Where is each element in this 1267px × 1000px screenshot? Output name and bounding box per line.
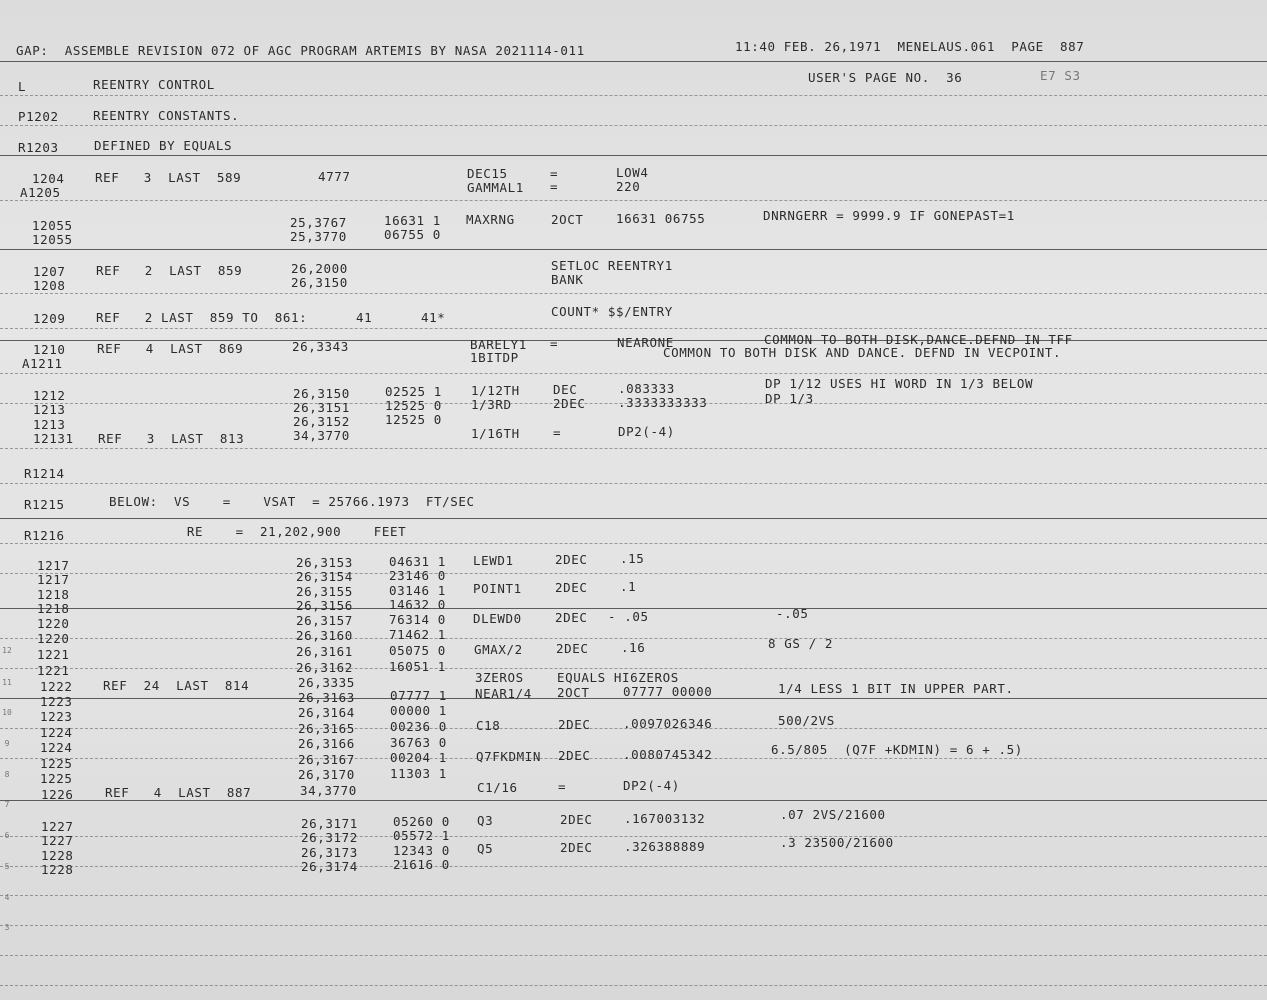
line-number: 1213	[33, 402, 66, 417]
operand: LOW4	[616, 165, 649, 180]
opcode: 2OCT	[557, 685, 590, 700]
line-number: 1221	[37, 647, 70, 662]
operand: .16	[621, 640, 646, 655]
address: 26,3163	[298, 690, 355, 705]
rule	[0, 448, 1267, 449]
opcode: 2DEC	[558, 748, 591, 763]
opcode: 2DEC	[555, 552, 588, 567]
label: POINT1	[473, 581, 522, 596]
comment: DNRNGERR = 9999.9 IF GONEPAST=1	[763, 208, 1015, 223]
operand: 07777 00000	[623, 684, 713, 699]
octal-word: 11303 1	[390, 766, 447, 781]
octal-word: 05572 1	[393, 828, 450, 843]
address: 26,3171	[301, 816, 358, 831]
opcode: DEC	[553, 382, 578, 397]
operand: .15	[620, 551, 645, 566]
header-title: GAP: ASSEMBLE REVISION 072 OF AGC PROGRAM ARTEMIS BY NASA 2021114-011	[16, 43, 585, 58]
comment: 500/2VS	[778, 713, 835, 728]
opcode: 2DEC	[553, 396, 586, 411]
octal-word: 03146 1	[389, 583, 446, 598]
operand: .326388889	[624, 839, 706, 854]
label: C18	[476, 718, 501, 733]
address: 26,3152	[293, 414, 350, 429]
address: 26,3166	[298, 736, 355, 751]
rule	[0, 200, 1267, 201]
address: 26,3161	[296, 644, 353, 659]
line-number: 1226	[41, 787, 74, 802]
line-number: 1220	[37, 616, 70, 631]
label: GAMMAL1	[467, 180, 524, 195]
opcode: SETLOC REENTRY1	[551, 258, 673, 273]
octal-word: 07777 1	[390, 688, 447, 703]
octal-word: 16631 1	[384, 213, 441, 228]
rule	[0, 543, 1267, 544]
operand: .3333333333	[618, 395, 708, 410]
reference: REF 2 LAST 859	[96, 263, 243, 278]
label: 1/3RD	[471, 397, 512, 412]
rule	[0, 125, 1267, 126]
address: 26,3157	[296, 613, 353, 628]
address: 26,2000	[291, 261, 348, 276]
label: C1/16	[477, 780, 518, 795]
header-rule	[0, 61, 1267, 62]
opcode: 2DEC	[555, 580, 588, 595]
address: 26,3155	[296, 584, 353, 599]
label: 1BITDP	[470, 350, 519, 365]
address: 34,3770	[300, 783, 357, 798]
label: MAXRNG	[466, 212, 515, 227]
address: 26,3153	[296, 555, 353, 570]
address: 26,3151	[293, 400, 350, 415]
line-number: L	[18, 79, 27, 94]
line-number: R1215	[24, 497, 65, 512]
address: 26,3170	[298, 767, 355, 782]
listing-text: REENTRY CONSTANTS.	[93, 108, 240, 123]
address: 26,3165	[298, 721, 355, 736]
rule	[0, 293, 1267, 294]
comment: 1/4 LESS 1 BIT IN UPPER PART.	[778, 681, 1014, 696]
operand: .083333	[618, 381, 675, 396]
octal-word: 00000 1	[390, 703, 447, 718]
octal-word: 04631 1	[389, 554, 446, 569]
octal-word: 71462 1	[389, 627, 446, 642]
label: Q7FKDMIN	[476, 749, 542, 764]
address: 26,3167	[298, 752, 355, 767]
rule	[0, 249, 1267, 250]
opcode: COUNT* $$/ENTRY	[551, 304, 673, 319]
opcode: 2DEC	[560, 812, 593, 827]
listing-text: DEFINED BY EQUALS	[94, 138, 233, 153]
line-number: 12055	[32, 218, 73, 233]
margin-mark: 3	[4, 923, 10, 932]
rule	[0, 155, 1267, 156]
comment: DP 1/12 USES HI WORD IN 1/3 BELOW	[765, 376, 1034, 391]
line-number: R1214	[24, 466, 65, 481]
line-number: 1228	[41, 848, 74, 863]
rule	[0, 573, 1267, 574]
line-number: 1213	[33, 417, 66, 432]
margin-mark: 9	[4, 739, 10, 748]
line-number: R1216	[24, 528, 65, 543]
rule	[0, 955, 1267, 956]
opcode: 2DEC	[556, 641, 589, 656]
label: NEAR1/4	[475, 686, 532, 701]
address: 26,3335	[298, 675, 355, 690]
rule	[0, 836, 1267, 837]
octal-word: 00236 0	[390, 719, 447, 734]
operand: DP2(-4)	[618, 424, 675, 439]
label: 1/16TH	[471, 426, 520, 441]
line-number: 1221	[37, 663, 70, 678]
line-number: 1209	[33, 311, 66, 326]
corner-code: E7 S3	[1040, 68, 1081, 83]
operand: - .05	[608, 609, 649, 624]
octal-word: 02525 1	[385, 384, 442, 399]
line-number: 1223	[40, 709, 73, 724]
reference: REF 4 LAST 887	[105, 785, 252, 800]
address: 26,3160	[296, 628, 353, 643]
rule	[0, 483, 1267, 484]
operand: .0080745342	[623, 747, 713, 762]
opcode: =	[550, 179, 559, 194]
address: 26,3150	[293, 386, 350, 401]
listing-text: BELOW: VS = VSAT = 25766.1973 FT/SEC	[109, 494, 475, 509]
octal-word: 12525 0	[385, 412, 442, 427]
margin-mark: 4	[4, 893, 10, 902]
line-number: 1223	[40, 694, 73, 709]
header-timestamp: 11:40 FEB. 26,1971 MENELAUS.061 PAGE 887	[735, 39, 1085, 54]
octal-word: 21616 0	[393, 857, 450, 872]
address: 26,3343	[292, 339, 349, 354]
reference: REF 24 LAST 814	[103, 678, 250, 693]
line-number: 1217	[37, 558, 70, 573]
line-number: A1211	[22, 356, 63, 371]
margin-mark: 6	[4, 831, 10, 840]
margin-mark: 12	[2, 646, 12, 655]
label: Q3	[477, 813, 494, 828]
label: DEC15	[467, 166, 508, 181]
line-number: 1228	[41, 862, 74, 877]
octal-word: 00204 1	[390, 750, 447, 765]
label: BARELY1	[470, 337, 527, 352]
rule	[0, 985, 1267, 986]
octal-word: 06755 0	[384, 227, 441, 242]
opcode: 2OCT	[551, 212, 584, 227]
line-number: R1203	[18, 140, 59, 155]
line-number: 1218	[37, 601, 70, 616]
line-number: 12131	[33, 431, 74, 446]
octal-word: 12525 0	[385, 398, 442, 413]
reference: REF 2 LAST 859 TO 861: 41 41*	[96, 310, 446, 325]
octal-word: 05075 0	[389, 643, 446, 658]
line-number: 1227	[41, 819, 74, 834]
label: 3ZEROS	[475, 670, 524, 685]
opcode: =	[558, 779, 567, 794]
rule	[0, 373, 1267, 374]
line-number: 1217	[37, 572, 70, 587]
operand: .1	[620, 579, 637, 594]
line-number: 1222	[40, 679, 73, 694]
rule	[0, 800, 1267, 801]
octal-word: 76314 0	[389, 612, 446, 627]
opcode: 2DEC	[558, 717, 591, 732]
octal-word: 36763 0	[390, 735, 447, 750]
margin-mark: 11	[2, 678, 12, 687]
line-number: 1207	[33, 264, 66, 279]
label: Q5	[477, 841, 494, 856]
listing-text: REENTRY CONTROL	[93, 77, 215, 92]
listing-text: RE = 21,202,900 FEET	[130, 524, 407, 539]
address: 26,3173	[301, 845, 358, 860]
rule	[0, 518, 1267, 519]
line-number: 1204	[32, 171, 65, 186]
comment: 6.5/805 (Q7F +KDMIN) = 6 + .5)	[771, 742, 1023, 757]
comment: .3 23500/21600	[780, 835, 894, 850]
label: 1/12TH	[471, 383, 520, 398]
line-number: 1227	[41, 833, 74, 848]
comment: -.05	[776, 606, 809, 621]
line-number: 1224	[40, 725, 73, 740]
margin-mark: 8	[4, 770, 10, 779]
line-number: 1208	[33, 278, 66, 293]
rule	[0, 668, 1267, 669]
line-number: P1202	[18, 109, 59, 124]
label: DLEWD0	[473, 611, 522, 626]
line-number: 1225	[40, 771, 73, 786]
line-number: 1225	[40, 756, 73, 771]
reference: REF 3 LAST 589	[95, 170, 242, 185]
opcode: =	[553, 425, 562, 440]
address: 26,3164	[298, 705, 355, 720]
address: 4777	[318, 169, 351, 184]
address: 26,3162	[296, 660, 353, 675]
rule	[0, 866, 1267, 867]
comment: COMMON TO BOTH DISK,DANCE.DEFND IN TFF	[764, 332, 1073, 347]
margin-mark: 7	[4, 800, 10, 809]
reference: REF 4 LAST 869	[97, 341, 244, 356]
operand: .0097026346	[623, 716, 713, 731]
comment: .07 2VS/21600	[780, 807, 886, 822]
octal-word: 05260 0	[393, 814, 450, 829]
opcode: 2DEC	[560, 840, 593, 855]
line-number: 1210	[33, 342, 66, 357]
margin-mark: 10	[2, 708, 12, 717]
operand: DP2(-4)	[623, 778, 680, 793]
label: LEWD1	[473, 553, 514, 568]
line-number: 1224	[40, 740, 73, 755]
opcode: EQUALS HI6ZEROS	[557, 670, 679, 685]
octal-word: 14632 0	[389, 597, 446, 612]
label: GMAX/2	[474, 642, 523, 657]
line-number: 1212	[33, 388, 66, 403]
rule	[0, 328, 1267, 329]
operand: NEARONE	[617, 335, 674, 350]
opcode: =	[550, 166, 559, 181]
address: 26,3150	[291, 275, 348, 290]
rule	[0, 895, 1267, 896]
line-number: 12055	[32, 232, 73, 247]
opcode: BANK	[551, 272, 584, 287]
comment: 8 GS / 2	[768, 636, 834, 651]
address: 25,3767	[290, 215, 347, 230]
address: 34,3770	[293, 428, 350, 443]
reference: REF 3 LAST 813	[98, 431, 245, 446]
line-number: A1205	[20, 185, 61, 200]
comment: COMMON TO BOTH DISK AND DANCE. DEFND IN VECPOINT.	[663, 345, 1062, 360]
octal-word: 12343 0	[393, 843, 450, 858]
rule	[0, 925, 1267, 926]
address: 25,3770	[290, 229, 347, 244]
opcode: 2DEC	[555, 610, 588, 625]
address: 26,3172	[301, 830, 358, 845]
opcode: =	[550, 336, 559, 351]
operand: 16631 06755	[616, 211, 706, 226]
margin-mark: 5	[4, 862, 10, 871]
address: 26,3154	[296, 569, 353, 584]
line-number: 1218	[37, 587, 70, 602]
line-number: 1220	[37, 631, 70, 646]
operand: 220	[616, 179, 641, 194]
comment: DP 1/3	[765, 391, 814, 406]
address: 26,3156	[296, 598, 353, 613]
address: 26,3174	[301, 859, 358, 874]
users-page-number: USER'S PAGE NO. 36	[808, 70, 963, 85]
rule	[0, 638, 1267, 639]
operand: .167003132	[624, 811, 706, 826]
octal-word: 16051 1	[389, 659, 446, 674]
rule	[0, 95, 1267, 96]
octal-word: 23146 0	[389, 568, 446, 583]
